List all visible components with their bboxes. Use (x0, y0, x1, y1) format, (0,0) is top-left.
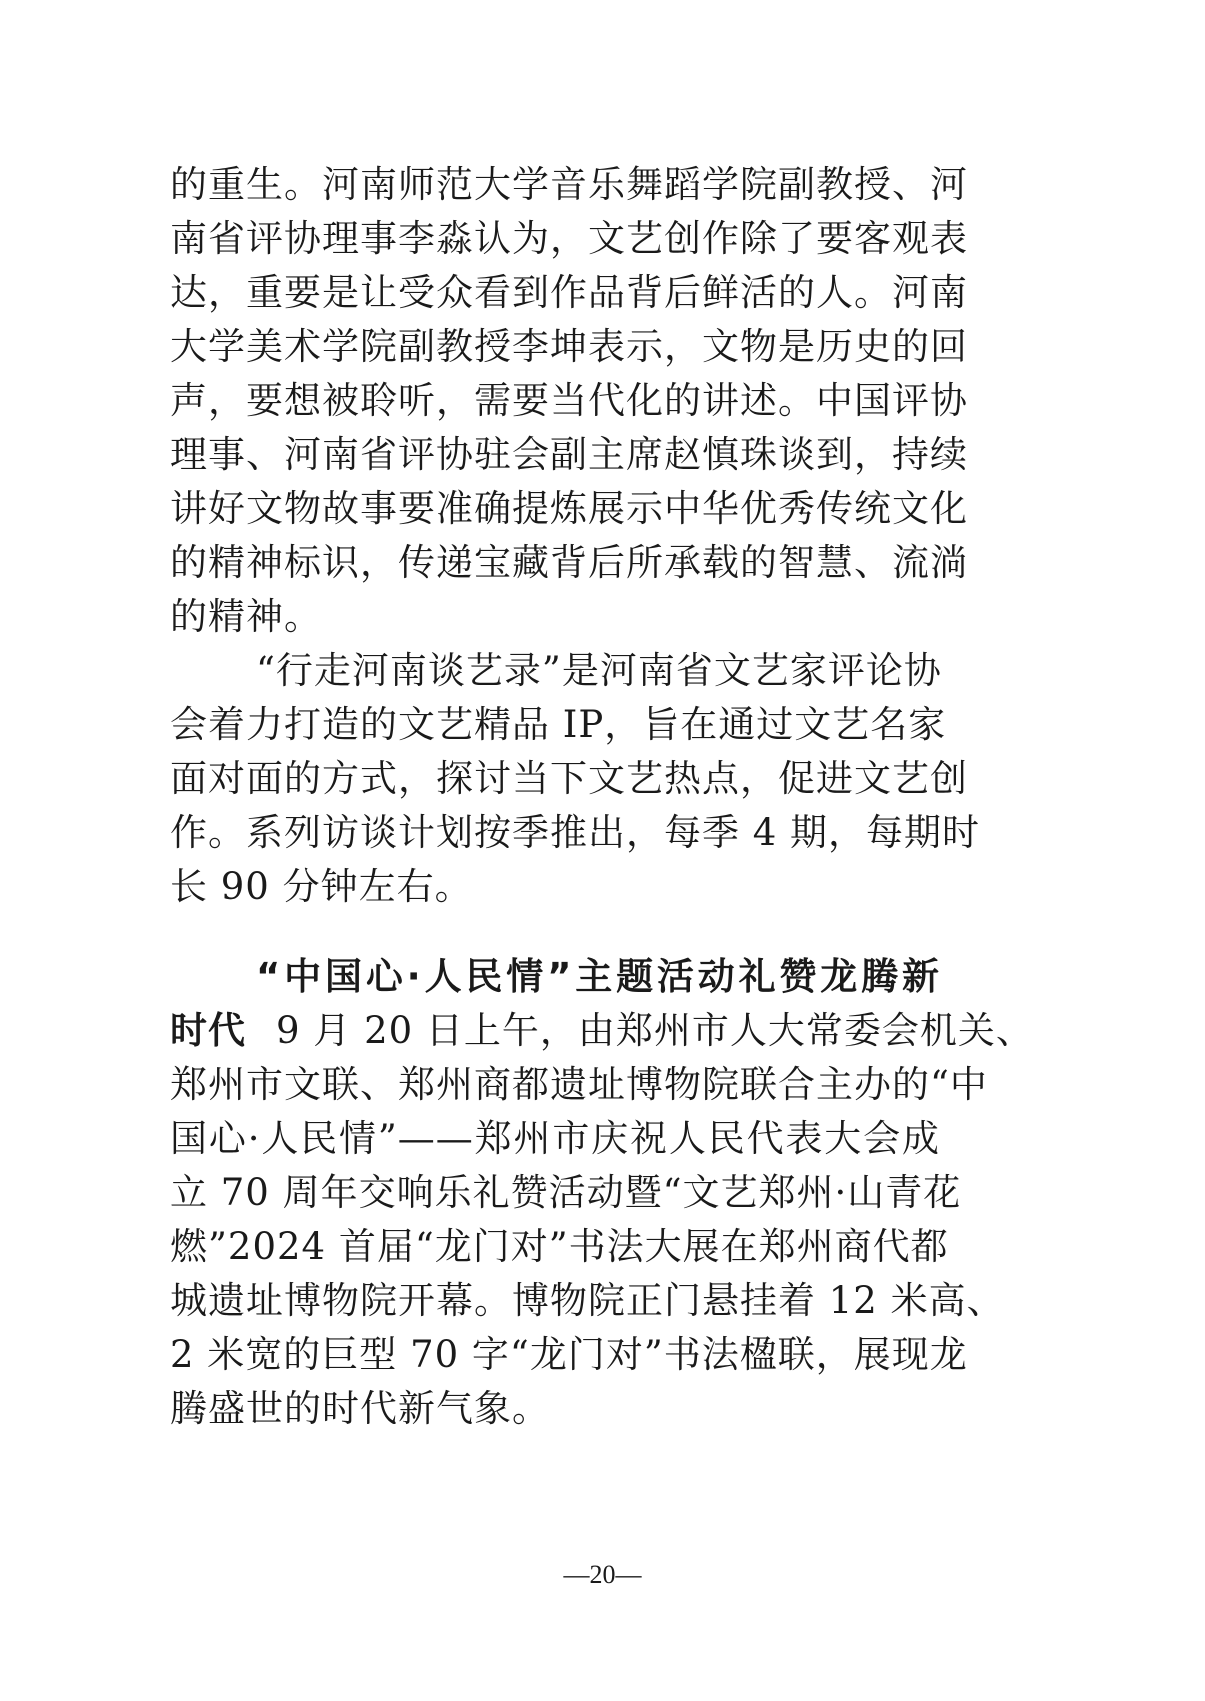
body-text-line: 面对面的方式，探讨当下文艺热点，促进文艺创 (170, 757, 968, 800)
body-text-line: “行走河南谈艺录”是河南省文艺家评论协 (256, 649, 942, 692)
body-text-line: 作。系列访谈计划按季推出，每季 4 期，每期时 (170, 811, 981, 854)
body-text-line: 立 70 周年交响乐礼赞活动暨“文艺郑州·山青花 (170, 1171, 962, 1214)
page-number: —20— (563, 1560, 642, 1589)
body-text-line: 城遗址博物院开幕。博物院正门悬挂着 12 米高、 (170, 1279, 1005, 1322)
body-text-line: 2 米宽的巨型 70 字“龙门对”书法楹联，展现龙 (170, 1333, 968, 1376)
body-text-line: 的精神标识，传递宝藏背后所承载的智慧、流淌 (170, 541, 968, 584)
body-text-line: 讲好文物故事要准确提炼展示中华优秀传统文化 (170, 487, 968, 530)
body-text-line: 的重生。河南师范大学音乐舞蹈学院副教授、河 (170, 163, 968, 206)
section-heading-end: 时代 (170, 1009, 246, 1052)
body-text-line: 郑州市文联、郑州商都遗址博物院联合主办的“中 (170, 1063, 988, 1106)
body-text-line: 腾盛世的时代新气象。 (170, 1387, 550, 1430)
section-heading: “中国心·人民情”主题活动礼赞龙腾新 (256, 955, 940, 998)
body-text-line: 9 月 20 日上午，由郑州市人大常委会机关、 (276, 1009, 1034, 1052)
section-first-line (170, 1004, 1034, 1058)
body-text-line: 长 90 分钟左右。 (170, 865, 473, 908)
body-text-line: 会着力打造的文艺精品 IP，旨在通过文艺名家 (170, 703, 947, 746)
body-text-line: 国心·人民情”——郑州市庆祝人民代表大会成 (170, 1117, 940, 1160)
body-text-line: 燃”2024 首届“龙门对”书法大展在郑州商代都 (170, 1225, 949, 1268)
body-text-line: 达，重要是让受众看到作品背后鲜活的人。河南 (170, 271, 968, 314)
body-text-line: 南省评协理事李淼认为，文艺创作除了要客观表 (170, 217, 968, 260)
body-text-line: 理事、河南省评协驻会副主席赵慎珠谈到，持续 (170, 433, 968, 476)
body-text-line: 大学美术学院副教授李坤表示，文物是历史的回 (170, 325, 968, 368)
body-text-line: 的精神。 (170, 595, 322, 638)
body-text-line: 声，要想被聆听，需要当代化的讲述。中国评协 (170, 379, 968, 422)
